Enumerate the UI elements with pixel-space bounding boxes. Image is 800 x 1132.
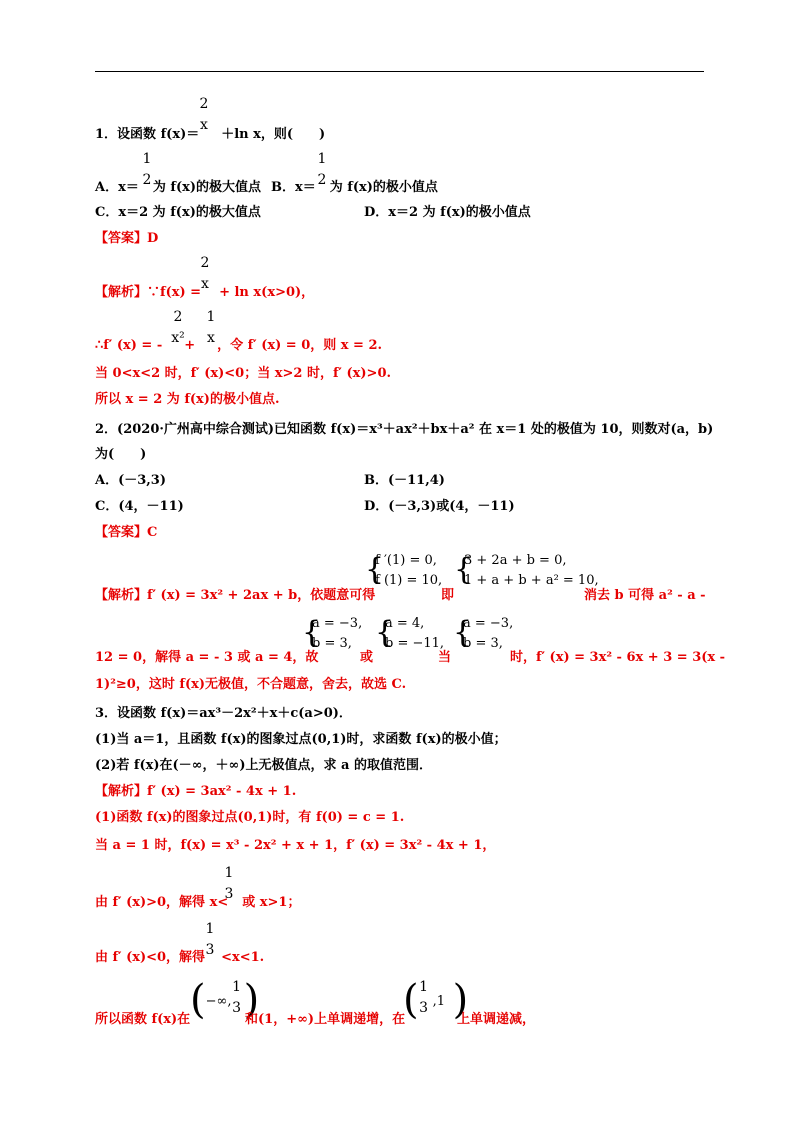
interval-fraction <box>232 980 242 1015</box>
q2-answer: 【答案】C <box>95 525 158 540</box>
q3-line3 <box>95 895 300 911</box>
q2-analysis-start: 【解析】f′ (x) = 3x² + 2ax + b，依题意可得 <box>95 588 376 603</box>
q2-analysis-line3: 1)²≥0，这时 f(x)无极值，不合题意，舍去，故选 C. <box>95 677 407 692</box>
system-row: f ′(1) = 0, <box>375 553 437 568</box>
q2-system-4 <box>375 614 445 658</box>
system-row: 1 + a + b + a² = 10, <box>464 573 599 588</box>
q3-interval-2: ( 1 3 ,1 ) <box>403 977 469 1023</box>
q3-line1: (1)函数 f(x)的图象过点(0,1)时，有 f(0) = c = 1. <box>95 810 405 825</box>
q3-stem: 3．设函数 f(x)＝ax³－2x²＋x＋c(a>0)． <box>95 706 352 721</box>
system-row: 3 + 2a + b = 0, <box>464 553 567 568</box>
fraction-numerator: 1 <box>206 309 216 325</box>
fraction-numerator: 1 <box>224 865 234 881</box>
q1-option-a-fraction <box>141 152 153 187</box>
q3-interval-1: ( −∞, 1 3 ) <box>190 977 260 1023</box>
q1-option-b-prefix: B．x＝ <box>271 180 316 195</box>
q1-analysis-suffix: + ln x(x>0)， <box>219 285 315 300</box>
q1-derivative-fraction-2 <box>204 310 218 345</box>
fraction-numerator: 2 <box>200 255 210 271</box>
q1-answer: 【答案】D <box>95 231 159 246</box>
q2-system-3 <box>302 614 363 658</box>
q2-system-5 <box>453 614 514 658</box>
fraction-numerator: 1 <box>317 151 327 167</box>
brace: { <box>302 615 322 650</box>
system-row: a = −3, <box>463 616 514 631</box>
fraction-numerator: 1 <box>205 921 215 937</box>
q2-or: 或 <box>360 650 374 665</box>
fraction-denominator: 3 <box>232 1000 242 1016</box>
fraction-numerator: 2 <box>173 309 183 325</box>
fraction-denominator: 3 <box>419 1000 429 1016</box>
system-row: a = 4, <box>385 616 425 631</box>
fraction-denominator: x <box>201 276 209 292</box>
q1-stem-fraction <box>197 97 211 132</box>
system-row: b = −11, <box>385 636 445 651</box>
q1-option-b-fraction <box>316 152 328 187</box>
q2-stem-line2: 为( ) <box>95 447 147 462</box>
brace: { <box>453 615 473 650</box>
q2-option-a: A．(－3,3) <box>95 473 167 488</box>
q3-line4-prefix: 由 f′ (x)<0，解得 <box>95 950 206 965</box>
interval-right: ,1 <box>432 994 446 1009</box>
q2-dang: 当 <box>438 650 452 665</box>
brace: { <box>375 615 395 650</box>
q3-part2: (2)若 f(x)在(－∞，＋∞)上无极值点，求 a 的取值范围． <box>95 758 432 773</box>
fraction-numerator: 2 <box>199 96 209 112</box>
q2-analysis-line2: 12 = 0，解得 a = - 3 或 a = 4，故 <box>95 650 319 665</box>
q3-part1: (1)当 a＝1，且函数 f(x)的图象过点(0,1)时，求函数 f(x)的极小值； <box>95 732 507 747</box>
q1-option-c: C．x＝2 为 f(x)的极大值点 <box>95 205 261 220</box>
q1-analysis-fraction <box>199 256 211 291</box>
interval-fraction <box>419 980 429 1015</box>
q1-option-b-suffix: 为 f(x)的极小值点 <box>329 180 438 195</box>
q1-derivative-fraction-1 <box>168 310 188 345</box>
fraction-denominator: 3 <box>224 886 234 902</box>
q1-derivative <box>95 338 382 354</box>
system-row: f (1) = 10, <box>375 573 443 588</box>
q2-eliminate-b: 消去 b 可得 a² - a - <box>584 588 706 603</box>
q2-system-1 <box>365 551 443 595</box>
fraction-denominator: 3 <box>205 942 215 958</box>
plus-sign: + <box>184 338 196 353</box>
interval-left: −∞, <box>205 994 232 1009</box>
q1-option-a-suffix: 为 f(x)的极大值点 <box>152 180 262 195</box>
q1-derivative-suffix: ，令 f′ (x) = 0，则 x = 2. <box>217 338 383 353</box>
q3-line5-mid: 和(1，+∞)上单调递增，在 <box>245 1012 406 1027</box>
q1-conclusion: 所以 x = 2 为 f(x)的极小值点. <box>95 392 280 407</box>
q3-line2: 当 a = 1 时，f(x) = x³ - 2x² + x + 1，f′ (x) = 3x² - 4x + 1， <box>95 838 496 853</box>
q3-line5-end: 上单调递减， <box>457 1012 536 1027</box>
fraction-denominator: x² <box>171 330 185 346</box>
q2-analysis-line1 <box>95 588 375 604</box>
q3-line3-suffix: 或 x>1； <box>242 895 301 910</box>
fraction-denominator: 2 <box>142 172 152 188</box>
system-row: b = 3, <box>312 636 352 651</box>
q1-option-a-prefix: A．x＝ <box>95 180 139 195</box>
fraction-numerator: 1 <box>232 979 242 995</box>
q2-system-2 <box>454 551 599 595</box>
header-rule <box>95 71 704 72</box>
q1-stem-suffix: ＋ln x，则( ) <box>221 127 326 142</box>
q2-analysis-line2-end: 时，f′ (x) = 3x² - 6x + 3 = 3(x - <box>510 650 726 665</box>
q1-analysis-prefix: 【解析】∵f(x) = <box>95 285 202 300</box>
q3-line4-suffix: <x<1. <box>221 950 265 965</box>
fraction-numerator: 1 <box>419 979 429 995</box>
fraction-denominator: 2 <box>317 172 327 188</box>
q1-option-d: D．x＝2 为 f(x)的极小值点 <box>364 205 531 220</box>
brace: { <box>454 552 474 587</box>
q2-ji: 即 <box>441 588 455 603</box>
system-row: b = 3, <box>463 636 503 651</box>
q3-analysis: 【解析】f′ (x) = 3ax² - 4x + 1. <box>95 784 297 799</box>
q2-stem-line1: 2．(2020·广州高中综合测试)已知函数 f(x)＝x³＋ax²＋bx＋a² 在 x＝1 处的极值为 10，则数对(a，b) <box>95 422 714 437</box>
fraction-denominator: x <box>207 330 215 346</box>
q1-option-b <box>271 180 438 196</box>
brace: { <box>365 552 385 587</box>
q3-third-fraction-2 <box>204 922 216 957</box>
q1-stem-prefix: 1．设函数 f(x)＝ <box>95 127 200 142</box>
q3-line4 <box>95 950 264 966</box>
q3-line3-prefix: 由 f′ (x)>0，解得 x< <box>95 895 229 910</box>
q1-derivative-prefix: ∴f′ (x) = - <box>95 338 163 353</box>
fraction-numerator: 1 <box>142 151 152 167</box>
q2-option-d: D．(－3,3)或(4，－11) <box>364 499 515 514</box>
q1-monotonic-line: 当 0<x<2 时，f′ (x)<0；当 x>2 时，f′ (x)>0. <box>95 366 392 381</box>
system-row: a = −3, <box>312 616 363 631</box>
q2-option-b: B．(－11,4) <box>364 473 445 488</box>
fraction-denominator: x <box>200 117 208 133</box>
q1-option-a <box>95 180 261 196</box>
q3-line5-start: 所以函数 f(x)在 <box>95 1012 191 1027</box>
q3-third-fraction-1 <box>223 866 235 901</box>
q2-option-c: C．(4，－11) <box>95 499 184 514</box>
